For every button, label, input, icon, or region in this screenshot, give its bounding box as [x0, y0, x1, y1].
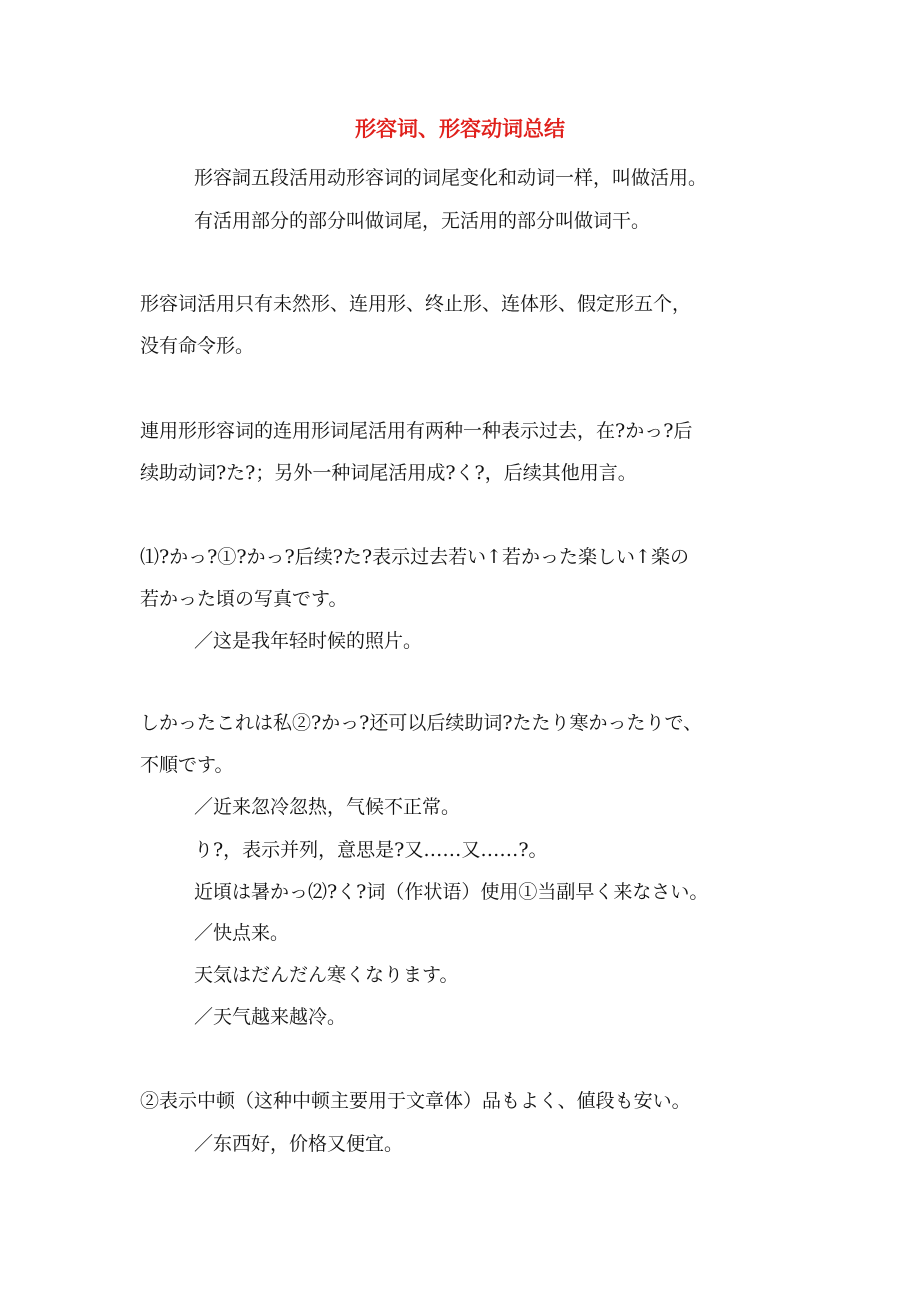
- translation-line: ／东西好，价格又便宜。: [194, 1133, 404, 1155]
- paragraph-line: 不順です。: [140, 754, 234, 776]
- paragraph-line: 形容词活用只有未然形、连用形、终止形、连体形、假定形五个，: [140, 293, 692, 315]
- translation-line: ／这是我年轻时候的照片。: [194, 630, 423, 652]
- paragraph-line: しかったこれは私②?かっ?还可以后续助词?たたり寒かったりで、: [140, 712, 703, 734]
- paragraph-line: り?，表示并列，意思是?又……又……?。: [194, 839, 548, 861]
- translation-line: ／天气越来越冷。: [194, 1006, 347, 1028]
- document-title: 形容词、形容动词总结: [355, 116, 565, 141]
- paragraph-line: ⑴?かっ?①?かっ?后续?た?表示过去若い↑若かった楽しい↑楽の: [140, 546, 689, 568]
- paragraph-line: 形容詞五段活用动形容词的词尾变化和动词一样，叫做活用。: [194, 167, 708, 189]
- paragraph-line: 天気はだんだん寒くなります。: [194, 964, 459, 986]
- paragraph-line: 没有命令形。: [140, 335, 255, 357]
- paragraph-line: 有活用部分的部分叫做词尾，无活用的部分叫做词干。: [194, 210, 651, 232]
- paragraph-line: 連用形形容词的连用形词尾活用有两种一种表示过去，在?かっ?后: [140, 420, 693, 442]
- paragraph-line: ②表示中顿（这种中顿主要用于文章体）品もよく、値段も安い。: [140, 1090, 691, 1112]
- paragraph-line: 近頃は暑かっ⑵?く?词（作状语）使用①当副早く来なさい。: [194, 881, 709, 903]
- translation-line: ／近来忽冷忽热，气候不正常。: [194, 796, 461, 818]
- paragraph-line: 续助动词?た?；另外一种词尾活用成?く?，后续其他用言。: [140, 462, 637, 484]
- paragraph-line: 若かった頃の写真です。: [140, 588, 348, 610]
- translation-line: ／快点来。: [194, 922, 290, 944]
